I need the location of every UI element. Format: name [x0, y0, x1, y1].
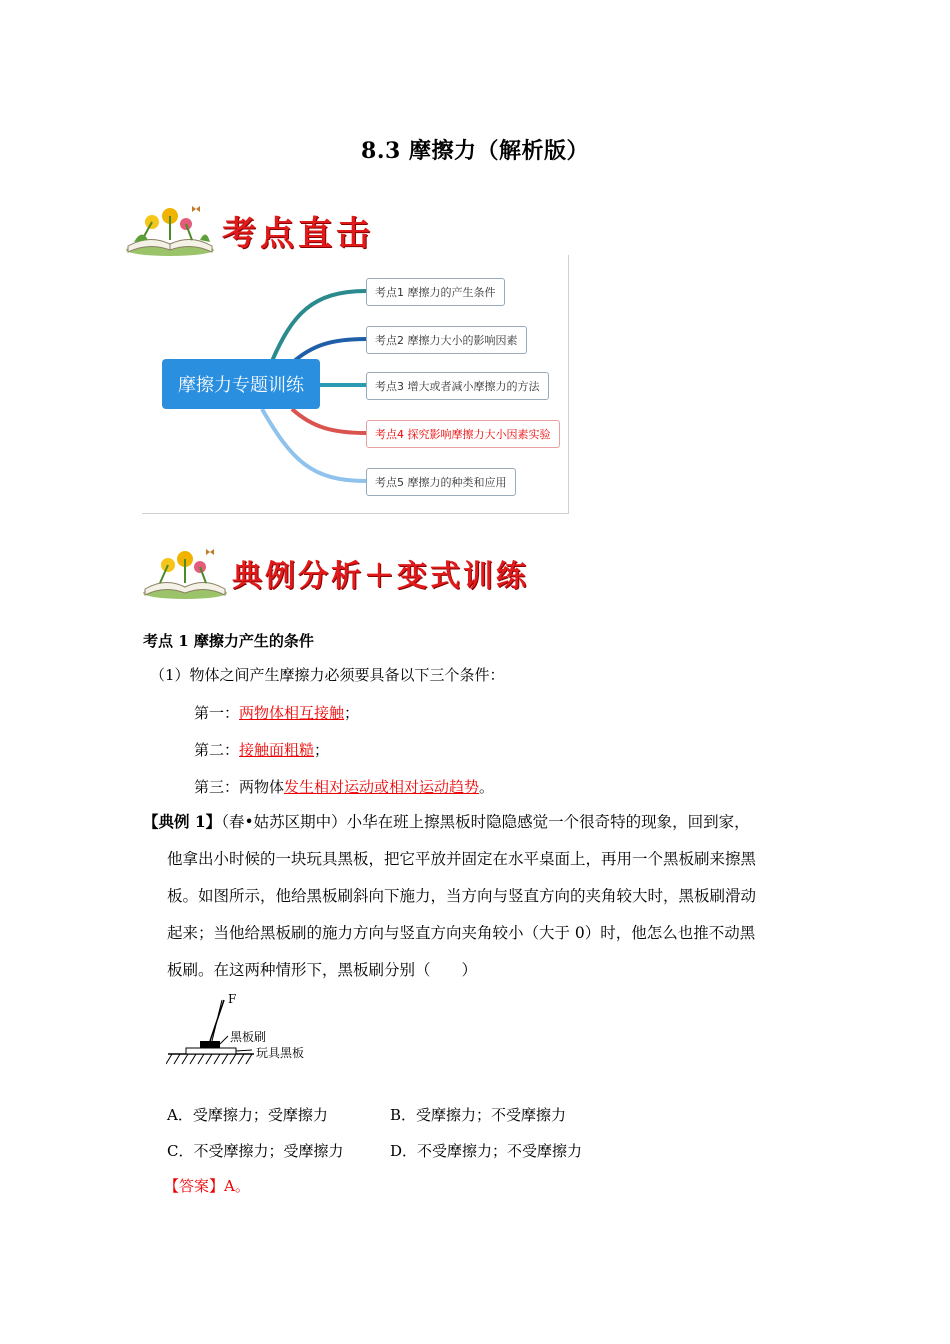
example-text-line-4: 起来；当他给黑板刷的施力方向与竖直方向夹角较小（大于 0）时，他怎么也推不动黑 [167, 924, 756, 942]
option-b: B．受摩擦力；不受摩擦力 [390, 1106, 567, 1124]
brush-label: 黑板刷 [230, 1030, 267, 1044]
answer-label: 【答案】 [164, 1177, 225, 1195]
banner-title: 典例分析＋变式训练 [232, 559, 529, 594]
mind-map-node-1: 考点1 摩擦力的产生条件 [366, 278, 505, 306]
banner-title: 考点直击 [222, 214, 374, 254]
answer-value: A。 [224, 1177, 250, 1195]
example-text-line-3: 板。如图所示，他给黑板刷斜向下施力，当方向与竖直方向的夹角较大时，黑板刷滑动 [167, 887, 757, 905]
example-text-line-1: 小华在班上擦黑板时隐隐感觉一个很奇特的现象，回到家， [346, 813, 750, 831]
condition-2 [194, 740, 329, 760]
board-label: 玩具黑板 [256, 1046, 305, 1060]
mind-map-node-4: 考点4 探究影响摩擦力大小因素实验 [366, 420, 560, 448]
section-heading: 考点 1 摩擦力产生的条件 [143, 632, 314, 650]
condition-2-prefix: 第二： [194, 741, 240, 759]
condition-1-suffix: ； [344, 704, 360, 722]
condition-2-answer: 接触面粗糙 [239, 741, 315, 759]
example-label: 【典例 1】 [143, 812, 222, 831]
condition-2-suffix: ； [314, 741, 330, 759]
condition-1 [194, 703, 359, 723]
example-source: （春•姑苏区期中） [221, 813, 347, 831]
example-1-first-line [143, 812, 750, 832]
example-text-line-2: 他拿出小时候的一块玩具黑板，把它平放并固定在水平桌面上，再用一个黑板刷来擦黑 [167, 850, 757, 868]
open-book-flowers-icon [140, 545, 230, 601]
mind-map-node-3: 考点3 增大或者减小摩擦力的方法 [366, 372, 549, 400]
section-banner-examples [140, 545, 580, 607]
option-d: D．不受摩擦力；不受摩擦力 [390, 1142, 583, 1160]
condition-1-prefix: 第一： [194, 704, 240, 722]
condition-3-prefix: 第三：两物体 [194, 778, 285, 796]
answer-line [164, 1176, 250, 1196]
mind-map-node-2: 考点2 摩擦力大小的影响因素 [366, 326, 527, 354]
option-a: A．受摩擦力；受摩擦力 [167, 1106, 328, 1124]
document-title: 8.3 摩擦力（解析版） [361, 138, 589, 164]
conditions-intro: （1）物体之间产生摩擦力必须要具备以下三个条件： [150, 666, 505, 684]
condition-3-suffix: 。 [479, 778, 495, 796]
example-text-line-5: 板刷。在这两种情形下，黑板刷分别（ ） [167, 961, 478, 979]
condition-1-answer: 两物体相互接触 [239, 704, 345, 722]
condition-3 [194, 777, 494, 797]
open-book-flowers-icon [122, 200, 218, 258]
brush-on-board-figure [166, 992, 346, 1072]
condition-3-answer: 发生相对运动或相对运动趋势 [284, 778, 480, 796]
mind-map-central-node: 摩擦力专题训练 [162, 359, 320, 409]
mind-map-node-5: 考点5 摩擦力的种类和应用 [366, 468, 516, 496]
mind-map [142, 255, 569, 514]
section-banner-key-points [122, 200, 582, 262]
option-c: C．不受摩擦力；受摩擦力 [167, 1142, 344, 1160]
force-label: F [228, 992, 237, 1006]
